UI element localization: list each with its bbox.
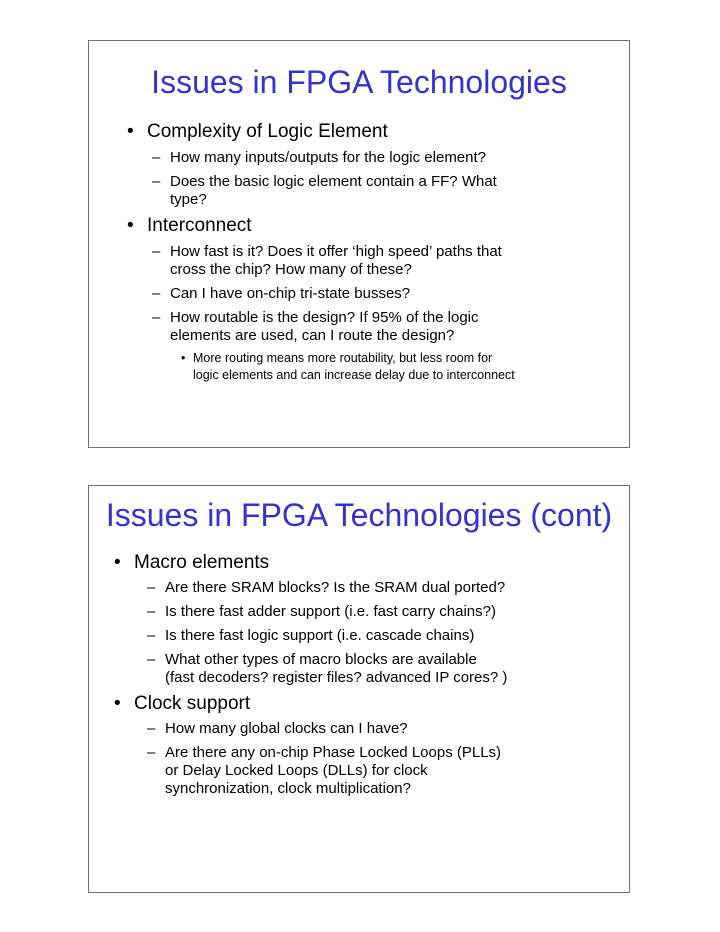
dash-marker: – xyxy=(147,744,156,761)
sub-bullet-text: (fast decoders? register files? advanced IP cores? ) xyxy=(165,669,508,686)
sub-bullet-item xyxy=(147,603,496,621)
sub-bullet-item xyxy=(147,720,408,738)
slide-title: Issues in FPGA Technologies (cont) xyxy=(105,497,613,533)
bullet-marker: • xyxy=(114,552,121,573)
dash-marker: – xyxy=(152,173,161,190)
sub-bullet-text: synchronization, clock multiplication? xyxy=(165,780,411,797)
bullet-text: Clock support xyxy=(134,693,251,714)
sub-bullet-text: Can I have on-chip tri-state busses? xyxy=(170,285,411,302)
bullet-marker: • xyxy=(127,215,134,236)
sub-bullet-text: Is there fast logic support (i.e. cascade chains) xyxy=(165,627,475,644)
bullet-text: Macro elements xyxy=(134,552,270,573)
sub-sub-bullet-item xyxy=(181,351,493,366)
dash-marker: – xyxy=(147,651,156,668)
sub-bullet-item xyxy=(152,285,411,303)
sub-bullet-item xyxy=(152,309,479,327)
sub-bullet-item xyxy=(147,651,477,669)
dash-marker: – xyxy=(152,243,161,260)
sub-bullet-continuation xyxy=(170,327,454,345)
sub-bullet-text: Are there any on-chip Phase Locked Loops (PLLs) xyxy=(165,744,502,761)
sub-bullet-item xyxy=(152,173,497,191)
sub-bullet-item xyxy=(147,579,506,597)
sub-bullet-text: elements are used, can I route the design? xyxy=(170,327,455,344)
dash-marker: – xyxy=(152,149,161,166)
dash-marker: – xyxy=(147,720,156,737)
slide-2 xyxy=(88,485,630,893)
sub-bullet-text: Are there SRAM blocks? Is the SRAM dual ported? xyxy=(165,579,506,596)
sub-bullet-text: How many inputs/outputs for the logic element? xyxy=(170,149,487,166)
sub-bullet-item xyxy=(152,243,502,261)
bullet-marker: • xyxy=(114,693,121,714)
sub-bullet-item xyxy=(152,149,487,167)
sub-bullet-text: cross the chip? How many of these? xyxy=(170,261,412,278)
sub-bullet-text: or Delay Locked Loops (DLLs) for clock xyxy=(165,762,428,779)
bullet-item xyxy=(114,693,251,715)
dash-marker: – xyxy=(152,309,161,326)
bullet-item xyxy=(114,552,270,574)
dash-marker: – xyxy=(152,285,161,302)
bullet-text: Complexity of Logic Element xyxy=(147,121,388,142)
sub-bullet-continuation xyxy=(165,780,411,798)
sub-bullet-text: How routable is the design? If 95% of the logic xyxy=(170,309,479,326)
sub-bullet-continuation xyxy=(165,669,507,687)
sub-bullet-item xyxy=(147,744,502,762)
slide-1 xyxy=(88,40,630,448)
sub-bullet-text: How many global clocks can I have? xyxy=(165,720,408,737)
sub-bullet-item xyxy=(147,627,475,645)
sub-bullet-continuation xyxy=(170,191,207,209)
sub-sub-bullet-text: logic elements and can increase delay due to interconnect xyxy=(193,368,515,382)
sub-bullet-text: Does the basic logic element contain a FF? What xyxy=(170,173,497,190)
sub-sub-bullet-continuation xyxy=(193,368,515,383)
sub-bullet-text: type? xyxy=(170,191,207,208)
dash-marker: – xyxy=(147,579,156,596)
bullet-item xyxy=(127,215,252,237)
sub-bullet-continuation xyxy=(170,261,412,279)
sub-bullet-text: Is there fast adder support (i.e. fast carry chains?) xyxy=(165,603,496,620)
dash-marker: – xyxy=(147,603,156,620)
bullet-marker: • xyxy=(181,351,186,365)
sub-bullet-text: What other types of macro blocks are available xyxy=(165,651,477,668)
dash-marker: – xyxy=(147,627,156,644)
sub-sub-bullet-text: More routing means more routability, but less room for xyxy=(193,351,493,365)
bullet-text: Interconnect xyxy=(147,215,252,236)
sub-bullet-text: How fast is it? Does it offer ‘high speed’ paths that xyxy=(170,243,502,260)
bullet-marker: • xyxy=(127,121,134,142)
bullet-item xyxy=(127,121,388,143)
sub-bullet-continuation xyxy=(165,762,428,780)
slide-title: Issues in FPGA Technologies xyxy=(151,64,567,100)
